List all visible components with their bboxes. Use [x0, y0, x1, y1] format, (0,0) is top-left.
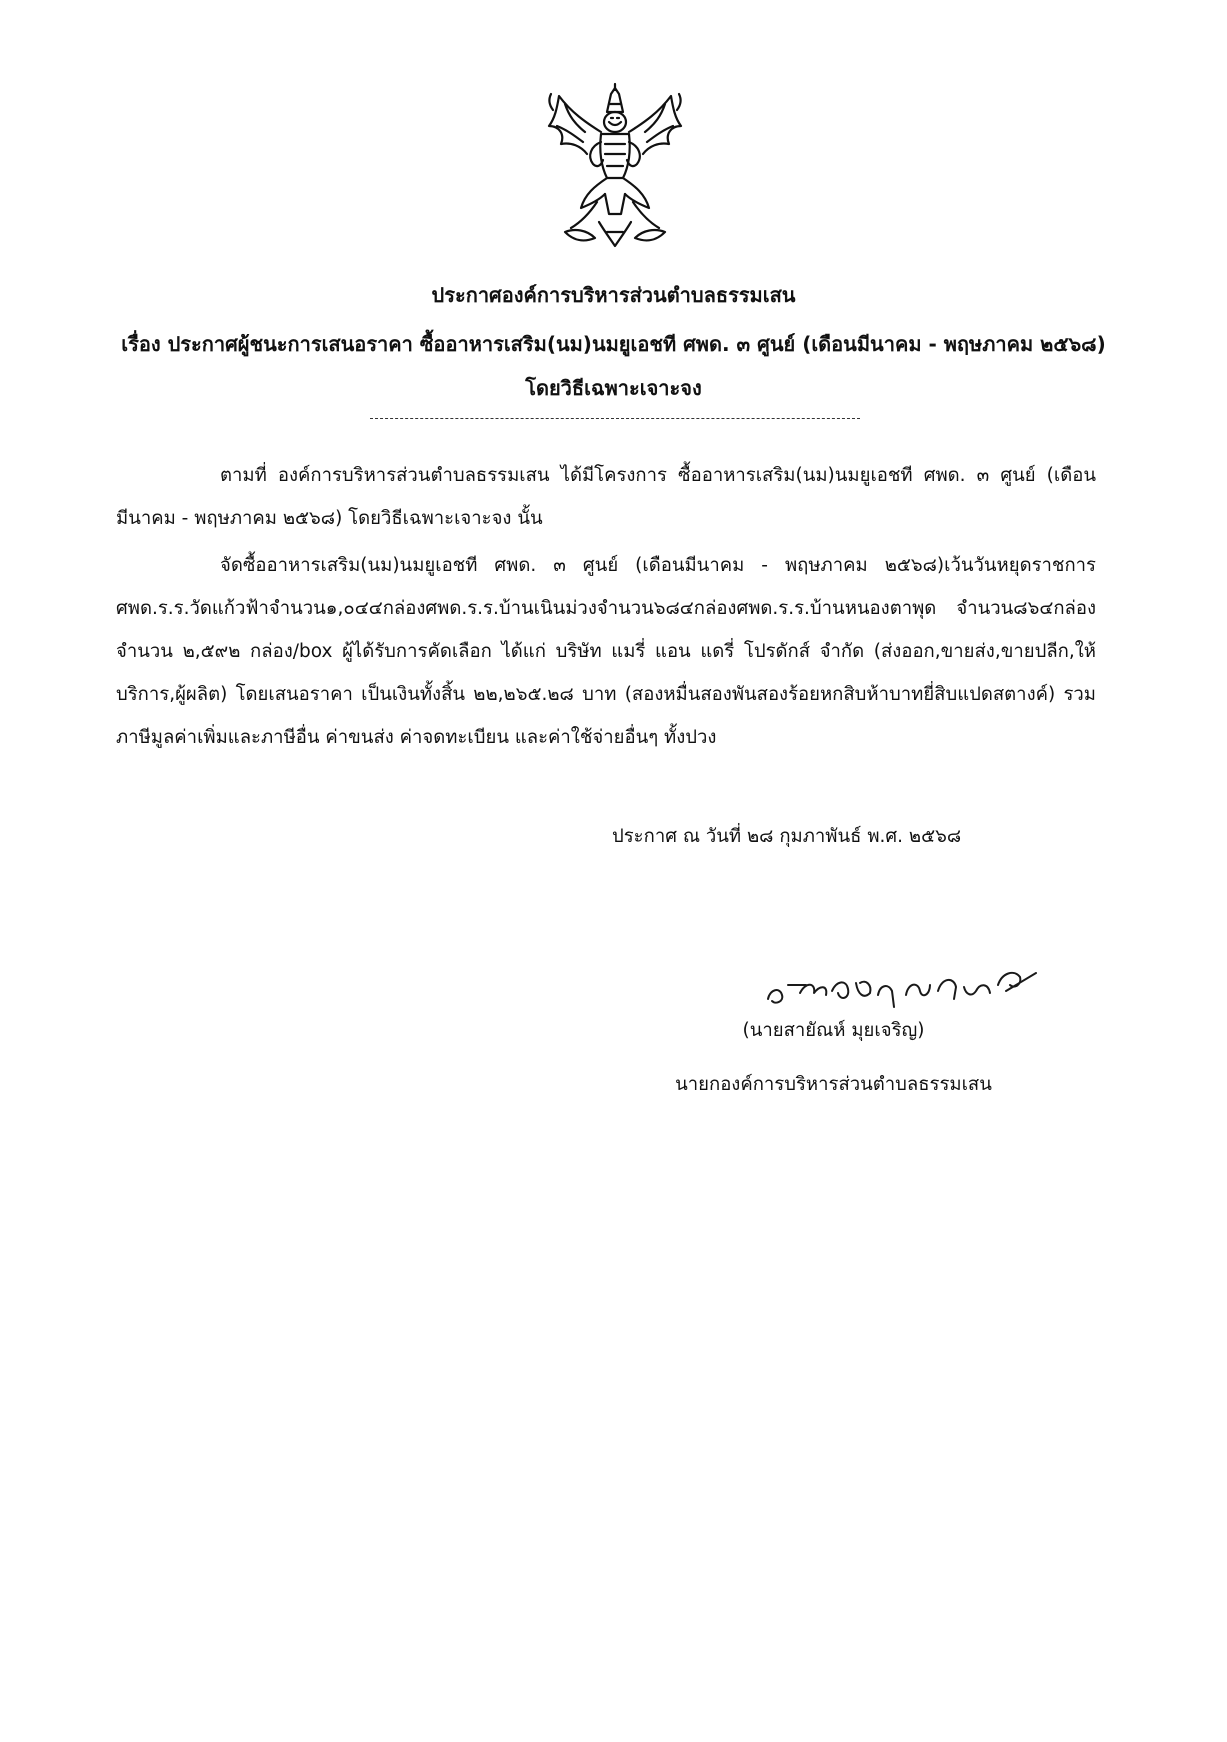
body-paragraph-2: จัดซื้ออาหารเสริม(นม)นมยูเอชที ศพด. ๓ ศูนย์ (เดือนมีนาคม - พฤษภาคม ๒๕๖๘)เว้นวันหยุดราชการ ศพด.ร.ร.วัดแก้วฟ้าจำนวน๑,๐๔๔กล่องศพด.ร.ร.บ้านเนินม่วงจำนวน๖๘๔กล่องศพด.ร.ร.บ้านหนองตาพุด จำนวน๘๖๔กล่อง จำนวน ๒,๕๙๒ กล่อง/box ผู้ได้รับการคัดเลือก ได้แก่ บริษัท แมรี่ แอน แดรี่ โปรดักส์ จำกัด (ส่งออก,ขายส่ง,ขายปลีก,ให้บริการ,ผู้ผลิต) โดยเสนอราคา เป็นเงินทั้งสิ้น ๒๒,๒๖๕.๒๘ บาท (สองหมื่นสองพันสองร้อยหกสิบห้าบาทยี่สิบแปดสตางค์) รวมภาษีมูลค่าเพิ่มและภาษีอื่น ค่าขนส่ง ค่าจดทะเบียน และค่าใช้จ่ายอื่นๆ ทั้งปวง	[116, 555, 1096, 748]
signatory-name: (นายสายัณห์ มุยเจริญ)	[742, 1020, 925, 1041]
announcement-date: ประกาศ ณ วันที่ ๒๘ กุมภาพันธ์ พ.ศ. ๒๕๖๘	[612, 826, 962, 847]
dashed-divider	[370, 418, 860, 419]
announcement-title: ประกาศองค์การบริหารส่วนตำบลธรรมเสน	[431, 283, 796, 307]
announcement-subject: เรื่อง ประกาศผู้ชนะการเสนอราคา ซื้ออาหารเสริม(นม)นมยูเอชที ศพด. ๓ ศูนย์ (เดือนมีนาคม - พฤษภาคม ๒๕๖๘) โดยวิธีเฉพาะเจาะจง	[121, 332, 1106, 400]
signatory-position: นายกองค์การบริหารส่วนตำบลธรรมเสน	[675, 1074, 992, 1095]
body-paragraph-1: ตามที่ องค์การบริหารส่วนตำบลธรรมเสน ได้มีโครงการ ซื้ออาหารเสริม(นม)นมยูเอชที ศพด. ๓ ศูนย์ (เดือนมีนาคม - พฤษภาคม ๒๕๖๘) โดยวิธีเฉพาะเจาะจง นั้น	[116, 465, 1096, 529]
garuda-emblem-icon	[535, 82, 695, 262]
handwritten-signature	[760, 955, 1050, 1013]
